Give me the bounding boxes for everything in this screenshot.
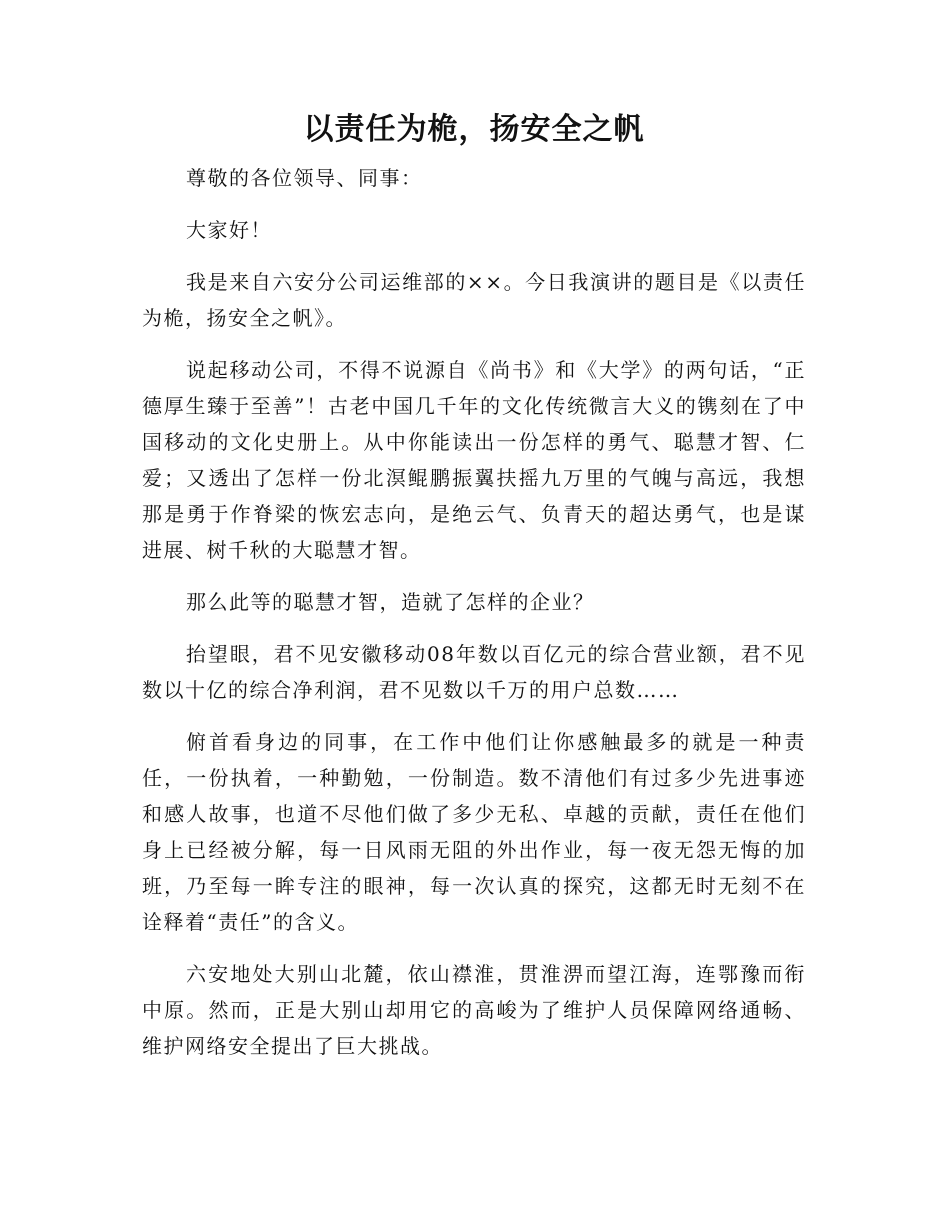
paragraph-culture: 说起移动公司，不得不说源自《尚书》和《大学》的两句话，“正德厚生臻于至善”！古老中国几千年的文化传统微言大义的镌刻在了中国移动的文化史册上。从中你能读出一份怎样的勇气、聪慧才智、仁爱；又透出了怎样一份北溟鲲鹏振翼扶摇九万里的气魄与高远，我想那是勇于作脊梁的恢宏志向，是绝云气、负青天的超达勇气，也是谋进展、树千秋的大聪慧才智。 <box>142 358 806 562</box>
paragraph-introduction: 我是来自六安分公司运维部的××。今日我演讲的题目是《以责任为桅，扬安全之帆》。 <box>142 270 806 330</box>
paragraph-colleagues: 俯首看身边的同事，在工作中他们让你感触最多的就是一种责任，一份执着，一种勤勉，一份制造。数不清他们有过多少先进事迹和感人故事，也道不尽他们做了多少无私、卓越的贡献，责任在他们身上已经被分解，每一日风雨无阻的外出作业，每一夜无怨无悔的加班，乃至每一眸专注的眼神，每一次认真的探究，这都无时无刻不在诠释着“责任”的含义。 <box>142 730 806 934</box>
document-body <box>142 106 806 1080</box>
paragraph-achievements: 抬望眼，君不见安徽移动08年数以百亿元的综合营业额，君不见数以十亿的综合净利润，君不见数以千万的用户总数…… <box>142 642 806 702</box>
paragraph-luan: 六安地处大别山北麓，依山襟淮，贯淮淠而望江海，连鄂豫而衔中原。然而，正是大别山却用它的高峻为了维护人员保障网络通畅、维护网络安全提出了巨大挑战。 <box>142 962 806 1058</box>
paragraph-question: 那么此等的聪慧才智，造就了怎样的企业？ <box>186 590 595 614</box>
document-title: 以责任为桅，扬安全之帆 <box>303 112 645 147</box>
greeting: 大家好！ <box>186 218 272 242</box>
salutation: 尊敬的各位领导、同事： <box>186 166 423 190</box>
